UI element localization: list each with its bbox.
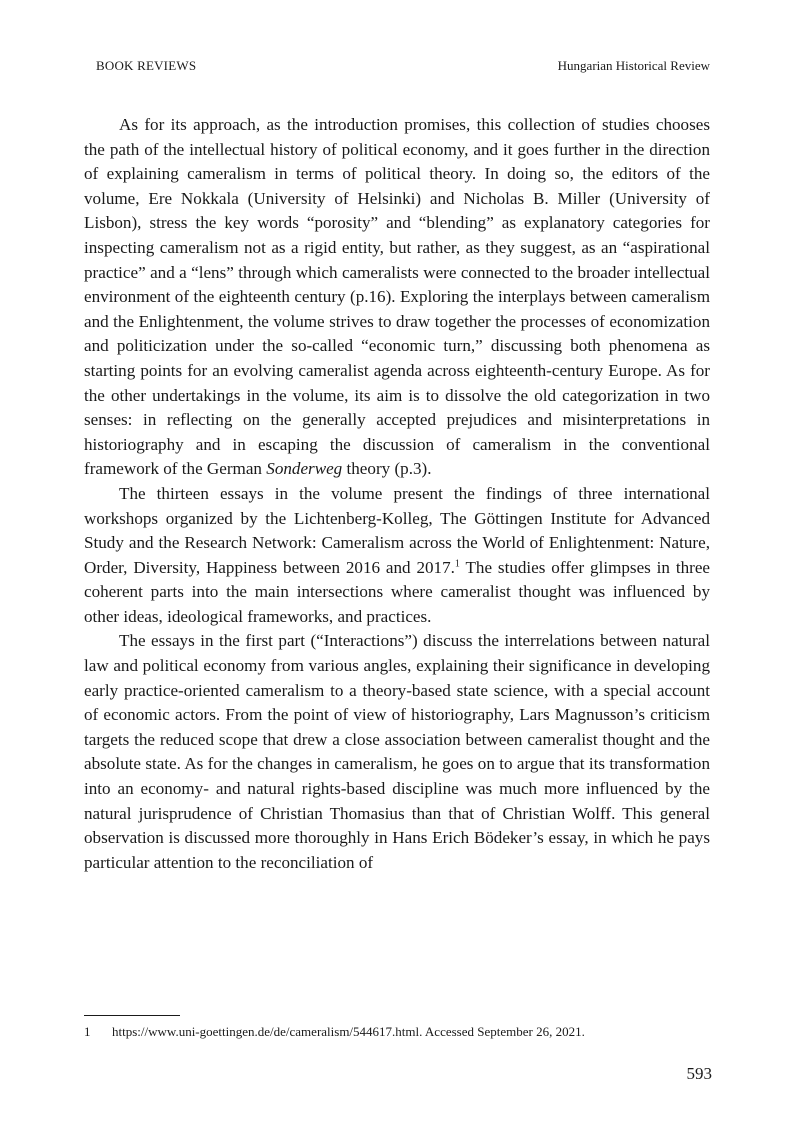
journal-title: Hungarian Historical Review bbox=[557, 58, 710, 73]
paragraph-2-text: The thirteen essays in the volume present the findings of three international workshops organized by the Lichtenberg-Kolleg, The Göttingen Institute for Advanced Study and the Research Network: Cameralism across the World of Enlightenment: Nature, Order, Diversity, Happiness between 2016 and 2017. bbox=[84, 483, 710, 577]
footnote-number: 1 bbox=[84, 1024, 91, 1039]
page-number: 593 bbox=[686, 1064, 712, 1083]
paragraph-1-text-end: theory (p.3). bbox=[342, 459, 432, 479]
paragraph-1-text: As for its approach, as the introduction promises, this collection of studies chooses the path of the intellectual history of political economy, and it goes further in the direction of explaining cameralism in terms of political theory. In doing so, the editors of the volume, Ere Nokkala (University of Helsinki) and Nicholas B. Miller (University of Lisbon), stress the key words “porosity” and “blending” as explanatory categories for inspecting cameralism not as a rigid entity, but rather, as they suggest, as an “aspirational practice” and a “lens” through which cameralists were connected to the broader intellectual environment of the eighteenth century (p.16). Exploring the interplays between cameralism and the Enlightenment, the volume strives to draw together the processes of economization and politicization under the so-called “economic turn,” discussing both phenomena as starting points for an evolving cameralist agenda across eighteenth-century Europe. As for the other undertakings in the volume, its aim is to dissolve the old categorization in two senses: in reflecting on the generally accepted prejudices and misinterpretations in historiography and in escaping the discussion of cameralism in the conventional framework of the German bbox=[84, 115, 710, 479]
footnote-reference[interactable]: 1 bbox=[454, 558, 460, 569]
paragraph-2-text-end: The studies offer glimpses in three coherent parts into the main intersections where cameralist thought was influenced by other ideas, ideological frameworks, and practices. bbox=[84, 557, 710, 626]
footnote-divider bbox=[84, 1015, 180, 1016]
footnote-text: https://www.uni-goettingen.de/de/cameralism/544617.html. Accessed September 26, 2021. bbox=[112, 1024, 585, 1039]
running-header bbox=[96, 58, 710, 74]
footnote bbox=[84, 1024, 724, 1040]
section-title: BOOK REVIEWS bbox=[96, 58, 197, 73]
body-text bbox=[84, 113, 710, 875]
paragraph-1 bbox=[84, 113, 710, 482]
paragraph-3: The essays in the first part (“Interactions”) discuss the interrelations between natural law and political economy from various angles, explaining their significance in developing early practice-oriented cameralism to a theory-based state science, with a special account of economic actors. From the point of view of historiography, Lars Magnusson’s criticism targets the reduced scope that drew a close association between cameralist thought and the absolute state. As for the changes in cameralism, he goes on to argue that its transformation into an economy- and natural rights-based discipline was much more influenced by the natural jurisprudence of Christian Thomasius than that of Christian Wolff. This general observation is discussed more thoroughly in Hans Erich Bödeker’s essay, in which he pays particular attention to the reconciliation of bbox=[84, 631, 710, 872]
paragraph-2 bbox=[84, 482, 710, 630]
italic-term: Sonderweg bbox=[266, 459, 343, 479]
